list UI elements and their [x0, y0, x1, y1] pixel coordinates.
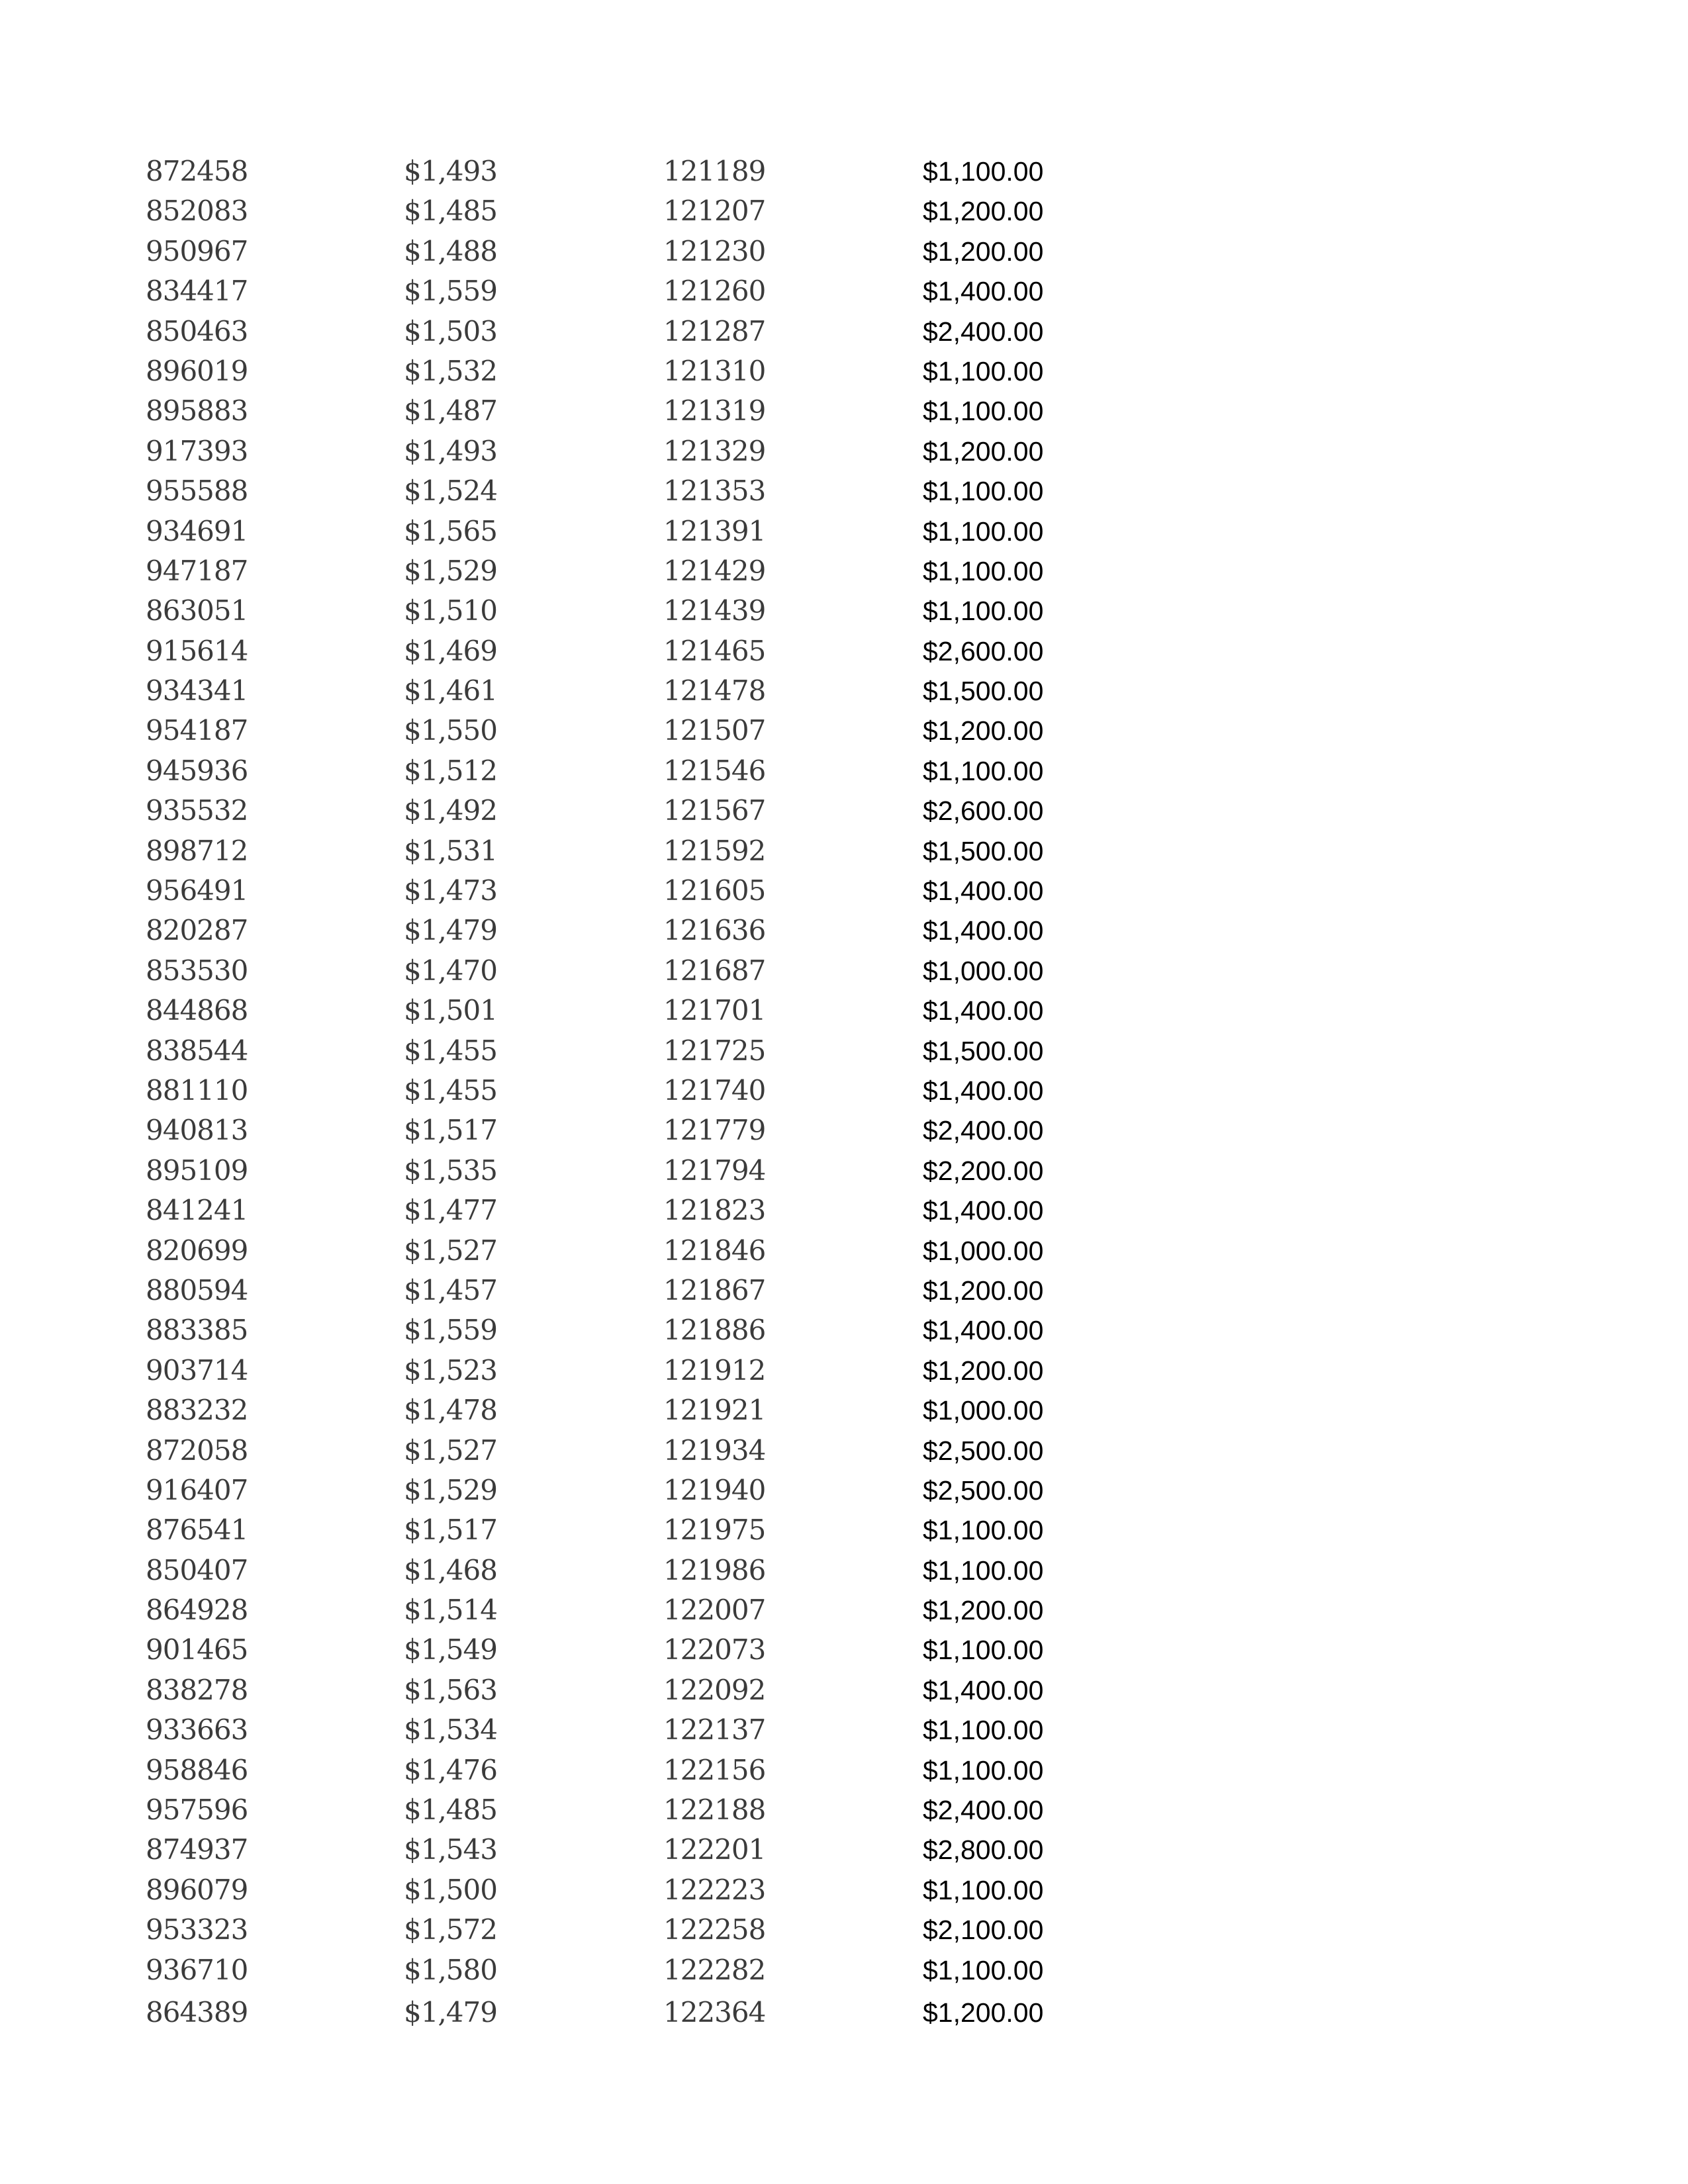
- table-row: [0, 232, 1688, 271]
- amount-cell: $1,512: [404, 754, 497, 787]
- id-cell: 863051: [146, 594, 248, 627]
- table-row: [0, 791, 1688, 831]
- amount-cell: $1,543: [404, 1833, 497, 1866]
- id-cell: 864928: [146, 1594, 248, 1627]
- table-row: [0, 351, 1688, 391]
- table-row: [0, 751, 1688, 791]
- table-row: [0, 631, 1688, 671]
- amount-cell: $1,473: [404, 874, 497, 907]
- table-row: [0, 1751, 1688, 1790]
- id-cell: 958846: [146, 1753, 248, 1786]
- ref-cell: 121507: [663, 714, 766, 747]
- id-cell: 947187: [146, 554, 248, 587]
- payment-cell: $1,000.00: [923, 955, 1044, 986]
- table-row: [0, 1510, 1688, 1550]
- table-row: [0, 831, 1688, 871]
- id-cell: 841241: [146, 1194, 248, 1227]
- payment-cell: $1,100.00: [923, 1874, 1044, 1905]
- payment-cell: $1,100.00: [923, 755, 1044, 786]
- table-row: [0, 1111, 1688, 1150]
- id-cell: 916407: [146, 1473, 248, 1506]
- id-cell: 874937: [146, 1833, 248, 1866]
- id-cell: 850463: [146, 314, 248, 347]
- table-row: [0, 951, 1688, 991]
- ref-cell: 121310: [663, 354, 766, 387]
- table-row: [0, 512, 1688, 551]
- table-row: [0, 1790, 1688, 1830]
- ref-cell: 121687: [663, 954, 766, 987]
- ref-cell: 122282: [663, 1953, 766, 1986]
- ref-cell: 121740: [663, 1073, 766, 1107]
- payment-cell: $1,200.00: [923, 1997, 1044, 2028]
- payment-cell: $2,400.00: [923, 316, 1044, 347]
- table-row: [0, 1471, 1688, 1510]
- table-row: [0, 1630, 1688, 1670]
- id-cell: 896079: [146, 1873, 248, 1906]
- id-cell: 956491: [146, 874, 248, 907]
- ref-cell: 122156: [663, 1753, 766, 1786]
- ref-cell: 121921: [663, 1394, 766, 1427]
- id-cell: 895109: [146, 1154, 248, 1187]
- ref-cell: 121846: [663, 1234, 766, 1267]
- payment-cell: $1,100.00: [923, 1754, 1044, 1786]
- ref-cell: 121391: [663, 514, 766, 547]
- id-cell: 896019: [146, 354, 248, 387]
- payment-cell: $1,500.00: [923, 1035, 1044, 1066]
- ref-cell: 121605: [663, 874, 766, 907]
- amount-cell: $1,517: [404, 1514, 497, 1547]
- amount-cell: $1,478: [404, 1394, 497, 1427]
- id-cell: 940813: [146, 1114, 248, 1147]
- ref-cell: 121794: [663, 1154, 766, 1187]
- ref-cell: 121779: [663, 1114, 766, 1147]
- amount-cell: $1,470: [404, 954, 497, 987]
- amount-cell: $1,455: [404, 1034, 497, 1067]
- id-cell: 935532: [146, 794, 248, 827]
- payment-cell: $1,100.00: [923, 156, 1044, 187]
- ref-cell: 121867: [663, 1273, 766, 1306]
- amount-cell: $1,563: [404, 1673, 497, 1706]
- amount-cell: $1,527: [404, 1234, 497, 1267]
- payment-cell: $2,500.00: [923, 1435, 1044, 1466]
- amount-cell: $1,523: [404, 1353, 497, 1387]
- ref-cell: 122258: [663, 1913, 766, 1946]
- ref-cell: 121725: [663, 1034, 766, 1067]
- ref-cell: 121823: [663, 1194, 766, 1227]
- payment-cell: $1,400.00: [923, 1075, 1044, 1106]
- ref-cell: 121329: [663, 434, 766, 467]
- ref-cell: 121886: [663, 1314, 766, 1347]
- ref-cell: 121478: [663, 674, 766, 707]
- id-cell: 953323: [146, 1913, 248, 1946]
- payment-cell: $1,400.00: [923, 1195, 1044, 1226]
- table-row: [0, 1271, 1688, 1310]
- amount-cell: $1,492: [404, 794, 497, 827]
- amount-cell: $1,493: [404, 434, 497, 467]
- amount-cell: $1,514: [404, 1594, 497, 1627]
- table-row: [0, 671, 1688, 711]
- ref-cell: 121207: [663, 195, 766, 228]
- amount-cell: $1,531: [404, 834, 497, 867]
- table-row: [0, 1071, 1688, 1111]
- amount-cell: $1,488: [404, 234, 497, 267]
- id-cell: 945936: [146, 754, 248, 787]
- table-row: [0, 591, 1688, 631]
- payment-cell: $1,200.00: [923, 435, 1044, 467]
- amount-cell: $1,479: [404, 1995, 497, 2028]
- table-row: [0, 1310, 1688, 1350]
- ref-cell: 121592: [663, 834, 766, 867]
- amount-cell: $1,477: [404, 1194, 497, 1227]
- ref-cell: 122201: [663, 1833, 766, 1866]
- ref-cell: 121912: [663, 1353, 766, 1387]
- ref-cell: 121353: [663, 475, 766, 508]
- table-row: [0, 551, 1688, 591]
- id-cell: 934341: [146, 674, 248, 707]
- id-cell: 883232: [146, 1394, 248, 1427]
- table-row: [0, 1870, 1688, 1910]
- table-row: [0, 271, 1688, 311]
- ref-cell: 121319: [663, 394, 766, 428]
- amount-cell: $1,479: [404, 914, 497, 947]
- payment-cell: $1,200.00: [923, 196, 1044, 227]
- table-row: [0, 1670, 1688, 1710]
- ref-cell: 121940: [663, 1473, 766, 1506]
- id-cell: 936710: [146, 1953, 248, 1986]
- amount-cell: $1,455: [404, 1073, 497, 1107]
- amount-cell: $1,535: [404, 1154, 497, 1187]
- payment-cell: $1,100.00: [923, 516, 1044, 547]
- id-cell: 955588: [146, 475, 248, 508]
- amount-cell: $1,550: [404, 714, 497, 747]
- payment-cell: $1,100.00: [923, 1635, 1044, 1666]
- ref-cell: 121230: [663, 234, 766, 267]
- data-table: [0, 152, 1688, 2032]
- ref-cell: 121934: [663, 1433, 766, 1467]
- ref-cell: 121986: [663, 1553, 766, 1586]
- ref-cell: 122137: [663, 1713, 766, 1747]
- payment-cell: $2,800.00: [923, 1835, 1044, 1866]
- payment-cell: $2,600.00: [923, 635, 1044, 666]
- id-cell: 876541: [146, 1514, 248, 1547]
- payment-cell: $1,100.00: [923, 596, 1044, 627]
- amount-cell: $1,503: [404, 314, 497, 347]
- payment-cell: $1,200.00: [923, 1355, 1044, 1386]
- payment-cell: $1,100.00: [923, 1954, 1044, 1985]
- table-row: [0, 1830, 1688, 1870]
- payment-cell: $1,200.00: [923, 1595, 1044, 1626]
- ref-cell: 121429: [663, 554, 766, 587]
- amount-cell: $1,476: [404, 1753, 497, 1786]
- ref-cell: 121439: [663, 594, 766, 627]
- id-cell: 872058: [146, 1433, 248, 1467]
- table-row: [0, 312, 1688, 351]
- payment-cell: $1,000.00: [923, 1235, 1044, 1266]
- payment-cell: $2,400.00: [923, 1115, 1044, 1146]
- table-row: [0, 1950, 1688, 1990]
- ref-cell: 121975: [663, 1514, 766, 1547]
- payment-cell: $1,200.00: [923, 1275, 1044, 1306]
- amount-cell: $1,487: [404, 394, 497, 428]
- amount-cell: $1,532: [404, 354, 497, 387]
- amount-cell: $1,572: [404, 1913, 497, 1946]
- payment-cell: $1,400.00: [923, 1674, 1044, 1706]
- table-row: [0, 1551, 1688, 1590]
- id-cell: 881110: [146, 1073, 248, 1107]
- payment-cell: $1,500.00: [923, 835, 1044, 866]
- ref-cell: 121465: [663, 634, 766, 667]
- id-cell: 895883: [146, 394, 248, 428]
- table-row: [0, 432, 1688, 471]
- id-cell: 934691: [146, 514, 248, 547]
- id-cell: 903714: [146, 1353, 248, 1387]
- table-row: [0, 1390, 1688, 1430]
- amount-cell: $1,517: [404, 1114, 497, 1147]
- payment-cell: $2,500.00: [923, 1475, 1044, 1506]
- payment-cell: $1,100.00: [923, 355, 1044, 387]
- table-row: [0, 1993, 1688, 2032]
- id-cell: 957596: [146, 1794, 248, 1827]
- amount-cell: $1,485: [404, 1794, 497, 1827]
- payment-cell: $1,400.00: [923, 876, 1044, 907]
- amount-cell: $1,580: [404, 1953, 497, 1986]
- ref-cell: 122073: [663, 1633, 766, 1666]
- ref-cell: 122223: [663, 1873, 766, 1906]
- table-row: [0, 1031, 1688, 1071]
- ref-cell: 122092: [663, 1673, 766, 1706]
- payment-cell: $2,600.00: [923, 796, 1044, 827]
- payment-cell: $1,100.00: [923, 1515, 1044, 1546]
- ref-cell: 121189: [663, 155, 766, 187]
- payment-cell: $2,100.00: [923, 1915, 1044, 1946]
- id-cell: 872458: [146, 155, 248, 187]
- ref-cell: 121546: [663, 754, 766, 787]
- amount-cell: $1,469: [404, 634, 497, 667]
- payment-cell: $1,500.00: [923, 676, 1044, 707]
- id-cell: 864389: [146, 1995, 248, 2028]
- amount-cell: $1,485: [404, 195, 497, 228]
- ref-cell: 121260: [663, 275, 766, 308]
- table-row: [0, 191, 1688, 231]
- amount-cell: $1,529: [404, 554, 497, 587]
- id-cell: 901465: [146, 1633, 248, 1666]
- payment-cell: $1,100.00: [923, 476, 1044, 507]
- ref-cell: 122007: [663, 1594, 766, 1627]
- payment-cell: $2,400.00: [923, 1795, 1044, 1826]
- amount-cell: $1,468: [404, 1553, 497, 1586]
- table-row: [0, 391, 1688, 431]
- payment-cell: $1,100.00: [923, 396, 1044, 427]
- id-cell: 950967: [146, 234, 248, 267]
- amount-cell: $1,527: [404, 1433, 497, 1467]
- payment-cell: $1,100.00: [923, 1555, 1044, 1586]
- id-cell: 820699: [146, 1234, 248, 1267]
- amount-cell: $1,461: [404, 674, 497, 707]
- amount-cell: $1,524: [404, 475, 497, 508]
- id-cell: 844868: [146, 994, 248, 1027]
- id-cell: 820287: [146, 914, 248, 947]
- id-cell: 933663: [146, 1713, 248, 1747]
- amount-cell: $1,559: [404, 1314, 497, 1347]
- amount-cell: $1,534: [404, 1713, 497, 1747]
- payment-cell: $1,200.00: [923, 715, 1044, 747]
- id-cell: 838544: [146, 1034, 248, 1067]
- table-row: [0, 991, 1688, 1030]
- payment-cell: $1,400.00: [923, 995, 1044, 1026]
- payment-cell: $1,400.00: [923, 276, 1044, 307]
- table-row: [0, 1151, 1688, 1191]
- id-cell: 853530: [146, 954, 248, 987]
- amount-cell: $1,493: [404, 155, 497, 187]
- ref-cell: 121287: [663, 314, 766, 347]
- amount-cell: $1,510: [404, 594, 497, 627]
- table-row: [0, 711, 1688, 751]
- payment-cell: $1,200.00: [923, 236, 1044, 267]
- amount-cell: $1,457: [404, 1273, 497, 1306]
- table-row: [0, 911, 1688, 950]
- payment-cell: $1,400.00: [923, 1315, 1044, 1346]
- id-cell: 834417: [146, 275, 248, 308]
- id-cell: 883385: [146, 1314, 248, 1347]
- id-cell: 915614: [146, 634, 248, 667]
- id-cell: 852083: [146, 195, 248, 228]
- payment-cell: $1,000.00: [923, 1395, 1044, 1426]
- ref-cell: 121636: [663, 914, 766, 947]
- table-row: [0, 152, 1688, 191]
- amount-cell: $1,565: [404, 514, 497, 547]
- id-cell: 850407: [146, 1553, 248, 1586]
- id-cell: 917393: [146, 434, 248, 467]
- table-row: [0, 1590, 1688, 1630]
- ref-cell: 122188: [663, 1794, 766, 1827]
- table-row: [0, 471, 1688, 511]
- table-row: [0, 1351, 1688, 1390]
- id-cell: 954187: [146, 714, 248, 747]
- ref-cell: 121567: [663, 794, 766, 827]
- id-cell: 838278: [146, 1673, 248, 1706]
- payment-cell: $1,100.00: [923, 555, 1044, 586]
- id-cell: 880594: [146, 1273, 248, 1306]
- table-row: [0, 1710, 1688, 1750]
- amount-cell: $1,500: [404, 1873, 497, 1906]
- payment-cell: $1,400.00: [923, 915, 1044, 946]
- amount-cell: $1,549: [404, 1633, 497, 1666]
- table-row: [0, 1231, 1688, 1271]
- table-row: [0, 871, 1688, 911]
- amount-cell: $1,529: [404, 1473, 497, 1506]
- ref-cell: 121701: [663, 994, 766, 1027]
- table-row: [0, 1431, 1688, 1471]
- id-cell: 898712: [146, 834, 248, 867]
- payment-cell: $1,100.00: [923, 1715, 1044, 1746]
- table-row: [0, 1191, 1688, 1230]
- table-row: [0, 1910, 1688, 1950]
- payment-cell: $2,200.00: [923, 1155, 1044, 1186]
- amount-cell: $1,559: [404, 275, 497, 308]
- ref-cell: 122364: [663, 1995, 766, 2028]
- amount-cell: $1,501: [404, 994, 497, 1027]
